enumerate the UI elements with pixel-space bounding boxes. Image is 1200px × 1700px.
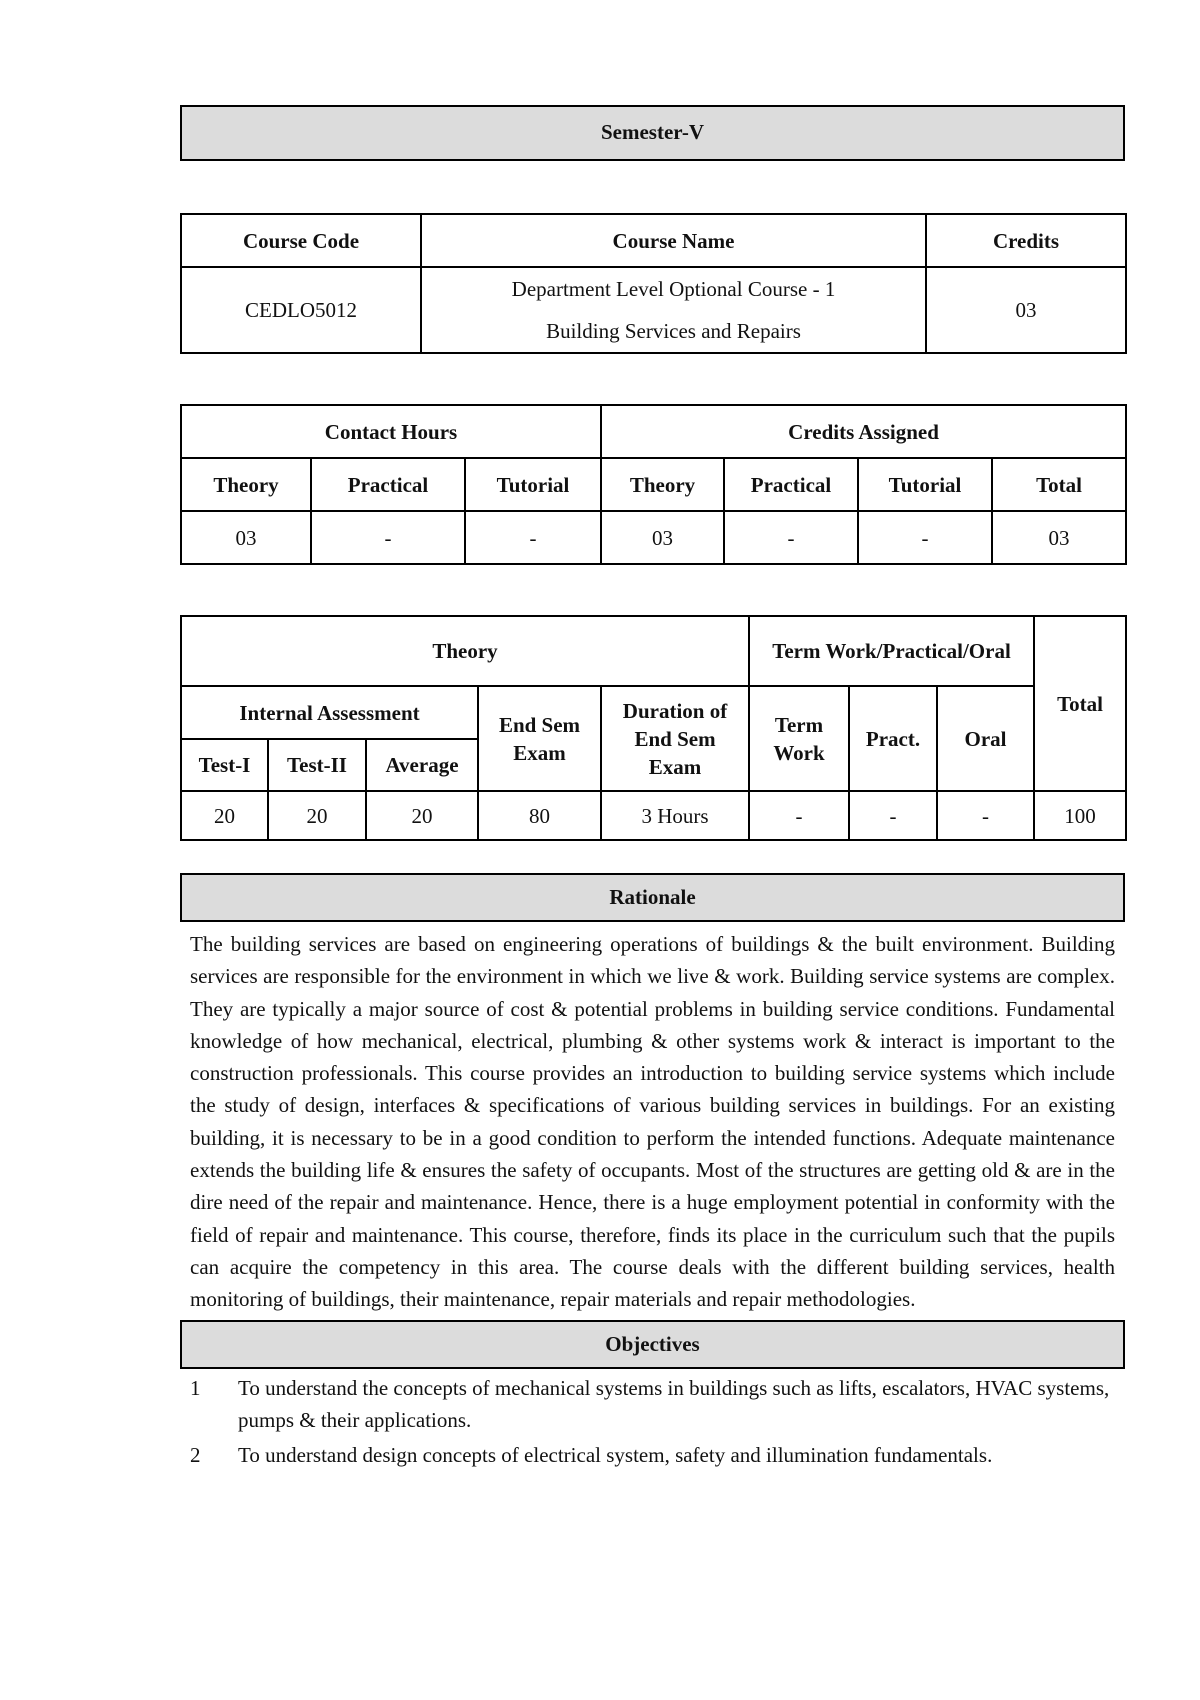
hours-header-cell: Practical (724, 458, 858, 511)
rationale-text: The building services are based on engineering operations of buildings & the built environment. Building services are responsible for the environment in which we live & work. Building service systems are complex. They are typically a major source of cost & potential problems in building service conditions. Fundamental knowledge of how mechanical, electrical, plumbing & other systems work & interact is important to the construction professionals. This course provides an introduction to building service systems which include the study of design, interfaces & specifications of various building services in buildings. For an existing building, it is necessary to be in a good condition to perform the intended functions. Adequate maintenance extends the building life & ensures the safety of occupants. Most of the structures are getting old & are in the dire need of the repair and maintenance. Hence, there is a huge employment potential in conformity with the field of repair and maintenance. This course, therefore, finds its place in the curriculum such that the pupils can acquire the competency in this area. The course deals with the different building services, health monitoring of buildings, their maintenance, repair materials and repair methodologies. (190, 932, 1115, 1312)
average-header: Average (366, 739, 478, 791)
credits-assigned-header: Credits Assigned (601, 405, 1126, 458)
rationale-heading: Rationale (180, 873, 1125, 922)
hours-header-cell: Practical (311, 458, 465, 511)
credits-header: Credits (926, 214, 1126, 267)
internal-assessment-header: Internal Assessment (181, 686, 478, 739)
hours-header-cell: Tutorial (858, 458, 992, 511)
hours-value-cell: 03 (601, 511, 724, 564)
objective-number: 2 (190, 1442, 201, 1467)
hours-value-cell: 03 (992, 511, 1126, 564)
exam-value-cell: - (849, 791, 937, 840)
exam-value-cell: 20 (268, 791, 366, 840)
pract-header: Pract. (849, 686, 937, 791)
oral-header: Oral (937, 686, 1034, 791)
objective-text: To understand design concepts of electrical system, safety and illumination fundamentals. (238, 1442, 993, 1467)
objective-item (180, 1372, 1125, 1436)
hours-value-cell: 03 (181, 511, 311, 564)
exam-value-cell: 100 (1034, 791, 1126, 840)
hours-value-cell: - (858, 511, 992, 564)
syllabus-page (180, 105, 1125, 1471)
objective-text: To understand the concepts of mechanical systems in buildings such as lifts, escalators, HVAC systems, pumps & their applications. (238, 1375, 1110, 1432)
semester-banner: Semester-V (180, 105, 1125, 161)
contact-hours-header: Contact Hours (181, 405, 601, 458)
exam-value-cell: 20 (366, 791, 478, 840)
credits-value: 03 (926, 267, 1126, 353)
course-code-header: Course Code (181, 214, 421, 267)
objective-item (180, 1439, 1125, 1471)
objective-number: 1 (190, 1375, 201, 1400)
exam-value-cell: 3 Hours (601, 791, 749, 840)
hours-header-cell: Theory (181, 458, 311, 511)
duration-header: Duration of End Sem Exam (601, 686, 749, 791)
course-name-line1: Department Level Optional Course - 1 (511, 277, 836, 301)
end-sem-exam-header: End Sem Exam (478, 686, 601, 791)
exam-value-cell: 80 (478, 791, 601, 840)
hours-header-cell: Tutorial (465, 458, 601, 511)
hours-header-cell: Theory (601, 458, 724, 511)
exam-value-cell: - (937, 791, 1034, 840)
test2-header: Test-II (268, 739, 366, 791)
course-name-line2: Building Services and Repairs (546, 319, 801, 343)
total-header: Total (1034, 616, 1126, 791)
exam-value-cell: 20 (181, 791, 268, 840)
term-work-header: Term Work (749, 686, 849, 791)
objectives-heading: Objectives (180, 1320, 1125, 1369)
course-name-value (421, 267, 926, 353)
hours-value-cell: - (465, 511, 601, 564)
exam-table (180, 615, 1127, 841)
hours-value-cell: - (724, 511, 858, 564)
term-group-header: Term Work/Practical/Oral (749, 616, 1034, 686)
theory-group-header: Theory (181, 616, 749, 686)
course-table (180, 213, 1127, 354)
test1-header: Test-I (181, 739, 268, 791)
hours-value-cell: - (311, 511, 465, 564)
course-code-value: CEDLO5012 (181, 267, 421, 353)
hours-header-cell: Total (992, 458, 1126, 511)
exam-value-cell: - (749, 791, 849, 840)
hours-table (180, 404, 1127, 565)
course-name-header: Course Name (421, 214, 926, 267)
